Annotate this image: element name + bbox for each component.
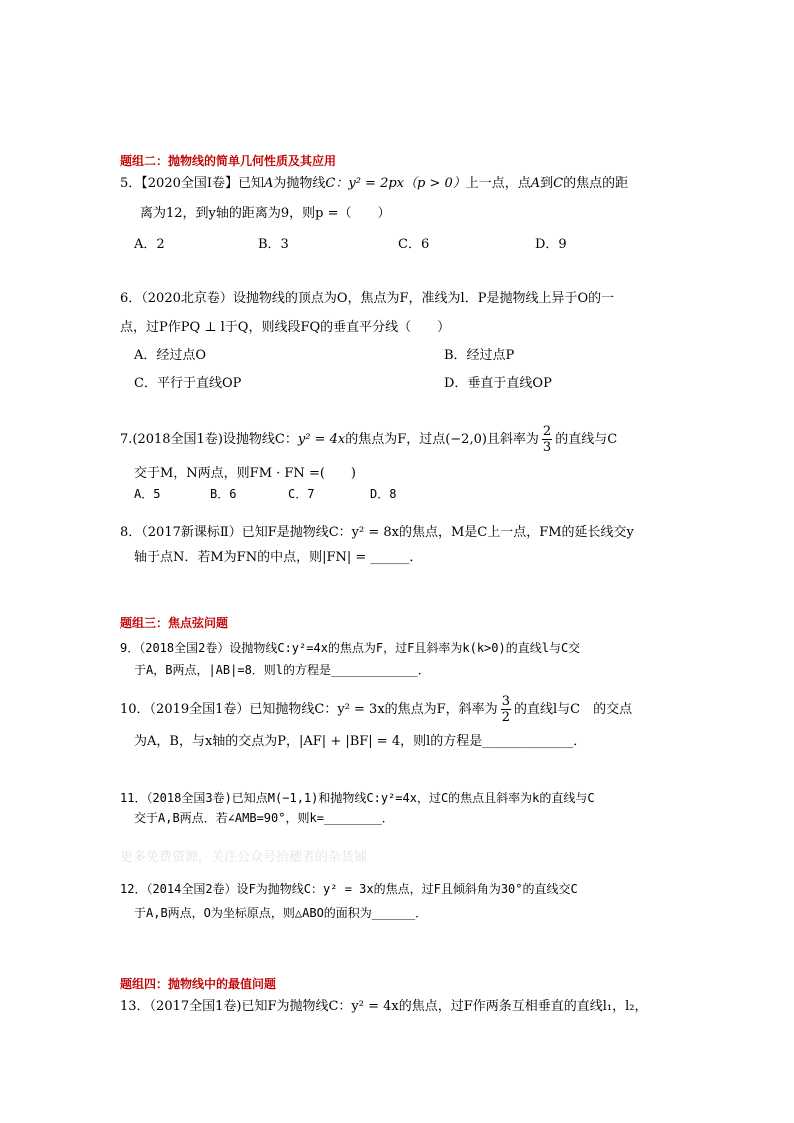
q7-option-c: C．7 <box>288 487 315 501</box>
q8-line1: 8．（2017新课标Ⅱ）已知F是抛物线C：y² = 8x的焦点，M是C上一点，FM的延长线交y <box>120 525 634 540</box>
q7-prefix: 7.(2018全国1卷)设抛物线C： <box>120 432 298 447</box>
q5-point-a: A <box>264 176 274 191</box>
q12-line1: 12．（2014全国2卷）设F为抛物线C：y² = 3x的焦点，过F且倾斜角为30°的直线交C <box>120 882 578 896</box>
q5-option-c: C．6 <box>398 237 430 252</box>
q12-line2: 于A,B两点，O为坐标原点，则△ABO的面积为______． <box>134 906 428 920</box>
q6-line2: 点，过P作PQ ⊥ l于Q，则线段FQ的垂直平分线（ ） <box>120 320 451 335</box>
q7-option-d: D．8 <box>370 487 397 501</box>
q5-line1 <box>120 176 628 192</box>
q7-post: 的直线与C <box>555 432 618 447</box>
q5-text1: 为抛物线 <box>273 176 326 191</box>
q10-frac-num: 3 <box>501 694 510 709</box>
q10-slope-fraction <box>501 694 511 725</box>
q6-option-c: C．平行于直线OP <box>134 376 242 391</box>
q7-frac-num: 2 <box>542 424 552 439</box>
watermark-text: 更多免费资源，关注公众号拾穗者的杂货铺 <box>120 850 368 865</box>
q6-line1: 6．（2020北京卷）设抛物线的顶点为O，焦点为F，准线为l．P是抛物线上异于O的一 <box>120 291 615 306</box>
q13-line1: 13．（2017全国1卷)已知F为抛物线C：y² = 4x的焦点，过F作两条互相垂直的直线l₁，l₂， <box>120 999 648 1014</box>
q10-line1 <box>120 694 632 725</box>
q10-prefix: 10．（2019全国1卷）已知抛物线C：y² = 3x的焦点为F，斜率为 <box>120 702 498 717</box>
q7-frac-den: 3 <box>542 440 552 455</box>
q8-line2: 轴于点N．若M为FN的中点，则|FN| = ______． <box>134 550 423 565</box>
q7-option-b: B．6 <box>210 487 237 501</box>
q7-mid: 的焦点为F，过点(−2,0)且斜率为 <box>345 432 539 447</box>
q10-post: 的直线l与C 的交点 <box>513 702 633 717</box>
q11-line2: 交于A,B两点．若∠AMB=90°，则k=________． <box>134 811 394 825</box>
q5-option-b: B．3 <box>258 237 289 252</box>
q5-source: 5．【2020全国Ⅰ卷】已知 <box>120 176 264 191</box>
section-heading-3: 题组三：焦点弦问题 <box>120 616 229 630</box>
q7-equation: y² = 4x <box>297 432 346 447</box>
q7-line1 <box>120 424 617 455</box>
section-heading-2: 题组二：抛物线的简单几何性质及其应用 <box>120 154 337 168</box>
q6-option-d: D．垂直于直线OP <box>444 376 552 391</box>
q5-point-a2: A <box>530 176 541 191</box>
q7-line2: 交于M，N两点，则FM · FN =( ) <box>134 466 356 481</box>
q9-line1: 9．（2018全国2卷）设抛物线C:y²=4x的焦点为F，过F且斜率为k(k>0)的直线l与C交 <box>120 641 581 655</box>
q5-line2: 离为12，到y轴的距离为9，则p =（ ） <box>140 206 391 221</box>
section-heading-4: 题组四：抛物线中的最值问题 <box>120 977 277 991</box>
q5-option-d: D．9 <box>535 237 567 252</box>
q5-text4: 的焦点的距 <box>563 176 629 191</box>
q11-line1: 11．（2018全国3卷)已知点M(−1,1)和抛物线C:y²=4x，过C的焦点且斜率为k的直线与C <box>120 791 595 805</box>
q5-text2: 上一点，点 <box>465 176 531 191</box>
q10-frac-den: 2 <box>501 710 510 725</box>
q5-text3: 到 <box>540 176 554 191</box>
q9-line2: 于A，B两点，|AB|=8．则l的方程是____________． <box>134 663 430 677</box>
q5-curve-c: C <box>553 176 564 191</box>
q6-option-b: B．经过点P <box>444 348 515 363</box>
q10-line2: 为A，B，与x轴的交点为P，|AF| + |BF| = 4，则l的方程是______________． <box>134 734 587 749</box>
q7-slope-fraction <box>542 424 552 455</box>
q5-option-a: A．2 <box>134 237 165 252</box>
q6-option-a: A．经过点O <box>134 348 207 363</box>
q5-equation: C：y² = 2px（p > 0） <box>325 176 466 191</box>
q7-option-a: A．5 <box>134 487 161 501</box>
